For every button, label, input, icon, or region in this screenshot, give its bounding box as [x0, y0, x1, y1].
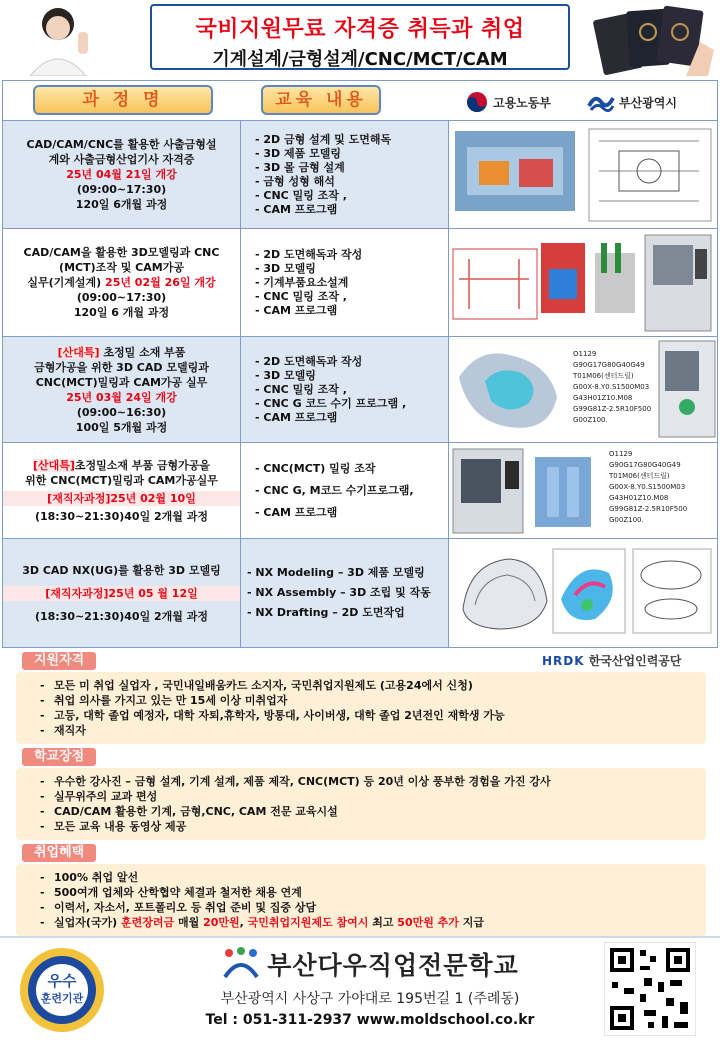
info-sections: [2, 650, 718, 936]
table-row: [3, 337, 717, 443]
course-duration: 120일 6 개월 과정: [73, 306, 170, 319]
course-content-cell: [241, 121, 449, 228]
content-item: - CNC G, M코드 수기프로그램,: [255, 483, 414, 497]
content-item: - 금형 성형 해석: [255, 174, 335, 188]
content-item: - 2D 도면해독과 작성: [255, 354, 363, 368]
list-item: - 재직자: [40, 723, 706, 738]
content-item: - 3D 제품 모델링: [255, 146, 341, 160]
content-item: - 3D 모델링: [255, 261, 316, 275]
course-content-cell: [241, 443, 449, 538]
footer: [0, 936, 720, 1040]
cam-part-image: [449, 337, 717, 442]
course-name-cell: [3, 121, 241, 228]
table-row: [3, 443, 717, 539]
course-table: [2, 80, 718, 648]
content-item: - CAM 프로그램: [255, 505, 338, 519]
list-item: - 고등, 대학 졸업 예정자, 대학 자퇴,휴학자, 방통대, 사이버생, 대학 졸업 2년전인 재학생 가능: [40, 708, 706, 723]
course-title-line: 위한 CNC(MCT)밀링과 CAM가공실무: [25, 473, 218, 487]
list-item: - 이력서, 자소서, 포트폴리오 등 취업 준비 및 집중 상담: [40, 900, 706, 915]
badge-text-top: 우수: [47, 972, 77, 990]
course-title-line: (MCT)조작 및 CAM가공: [59, 261, 184, 274]
nx-model-image: [449, 539, 717, 647]
table-row: [3, 229, 717, 337]
content-item: - CAM 프로그램: [255, 410, 338, 424]
course-time: (09:00~17:30): [76, 183, 167, 196]
course-tag: [산대특]: [32, 458, 75, 472]
list-item: - 실업자(국가) 훈련장려금 매월 20만원, 국민취업지원제도 참여시 최고 50만원 추가 지급: [40, 915, 706, 930]
page-title: 국비지원무료 자격증 취득과 취업: [195, 17, 525, 42]
course-title-line: 3D CAD NX(UG)를 활용한 3D 모델링: [22, 563, 221, 577]
course-title-line: CNC(MCT)밀링과 CAM가공 실무: [35, 375, 208, 389]
content-item: - CNC G 코드 수기 프로그램 ,: [255, 396, 407, 410]
content-item: - NX Assembly – 3D 조립 및 작동: [247, 586, 431, 599]
school-logo-icon: [221, 947, 261, 981]
qr-code-icon[interactable]: [604, 942, 696, 1036]
course-time: (09:00~16:30): [76, 405, 167, 419]
title-box: [150, 4, 570, 70]
course-title-line: CAD/CAM/CNC를 활용한 사출금형설: [26, 138, 217, 151]
support-box: [16, 672, 706, 744]
busan-wave-icon: [587, 90, 615, 114]
school-name: 부산다우직업전문학교: [267, 951, 519, 980]
list-item: - 실무위주의 교과 편성: [40, 789, 706, 804]
gcode-text: O1129 G90G17G80G40G49 T01M06(센터드릴) G00X-8.Y0.S1500M03 G43H01Z10.M08 G99G81Z-2.5R10F500 G00Z100.: [609, 450, 688, 524]
course-time: (18:30~21:30)40일 2개월 과정: [34, 509, 209, 523]
benefits-box: [16, 864, 706, 936]
course-name-cell: [3, 337, 241, 442]
content-item: - 2D 금형 설계 및 도면해독: [255, 132, 392, 146]
content-item: - CNC 밀링 조작 ,: [255, 289, 347, 303]
content-item: - CNC 밀링 조작 ,: [255, 188, 347, 202]
table-header: [3, 81, 717, 121]
table-row: [3, 121, 717, 229]
ministry-label: 고용노동부: [493, 95, 551, 110]
cnc-machine-image: [449, 229, 717, 336]
course-duration: 100일 5개월 과정: [75, 420, 168, 434]
passports-icon: [590, 2, 718, 76]
section-title-benefits: 취업혜택: [22, 844, 96, 862]
course-name-cell: [3, 539, 241, 647]
section-title-support: 지원자격: [22, 652, 96, 670]
course-content-cell: [241, 229, 449, 336]
content-item: - 기계부품요소설계: [255, 275, 349, 289]
course-start-date: 25년 03월 24일 개강: [66, 390, 177, 404]
content-item: - CNC 밀링 조작 ,: [255, 382, 347, 396]
hrdk-logo: HRDK 한국산업인력공단: [542, 654, 682, 668]
course-start-date: 25년 02월 26일 개강: [105, 276, 216, 289]
list-item: - 100% 취업 알선: [40, 870, 706, 885]
content-item: - 3D 몰 금형 설계: [255, 160, 345, 174]
content-item: - CAM 프로그램: [255, 303, 338, 317]
page-subtitle: 기계설계/금형설계/CNC/MCT/CAM: [212, 49, 508, 70]
list-item: - 모든 미 취업 실업자 , 국민내일배움카드 소지자, 국민취업지원제도 (고용24에서 신청): [40, 678, 706, 693]
course-content-cell: [241, 539, 449, 647]
busan-label: 부산광역시: [619, 95, 677, 110]
mold-design-image: [449, 121, 717, 228]
course-content-cell: [241, 337, 449, 442]
school-info: [180, 946, 560, 1028]
column-header-content: 교육 내용: [261, 85, 381, 115]
person-photo-icon: [8, 2, 108, 76]
mct-machine-image: [449, 443, 717, 538]
list-item: - 500여개 업체와 산학협약 체결과 철저한 채용 연계: [40, 885, 706, 900]
content-item: - CNC(MCT) 밀링 조작: [255, 461, 376, 475]
course-time: (09:00~17:30): [76, 291, 167, 304]
ministry-logo: [465, 89, 551, 115]
course-title-line: [산대특] 초정밀 소재 부품: [57, 345, 186, 359]
course-start-date: [재직자과정]25년 02월 10일: [3, 491, 240, 506]
sponsor-logos: [463, 83, 715, 119]
course-name-cell: [3, 443, 241, 538]
course-start-date: 25년 04월 21일 개강: [66, 168, 177, 181]
content-item: - 2D 도면해독과 작성: [255, 247, 363, 261]
course-tag: [산대특]: [57, 345, 100, 359]
course-title-line: 실무(기계설계) 25년 02월 26일 개강: [27, 276, 216, 289]
section-title-strengths: 학교장점: [22, 748, 96, 766]
course-title-line: 계와 사출금형산업기사 자격증: [48, 153, 195, 166]
course-title-line: [산대특]초정밀소재 부품 금형가공을: [32, 458, 211, 472]
excellent-training-badge: [18, 946, 106, 1034]
header: [0, 0, 720, 78]
badge-text-bottom: 훈련기관: [40, 992, 84, 1005]
content-item: - NX Modeling – 3D 제품 모델링: [247, 566, 425, 579]
content-item: - CAM 프로그램: [255, 202, 338, 216]
content-item: - 3D 모델링: [255, 368, 316, 382]
content-item: - NX Drafting – 2D 도면작업: [247, 606, 405, 619]
course-time: (18:30~21:30)40일 2개월 과정: [34, 609, 209, 623]
table-row: [3, 539, 717, 647]
course-start-date: [재직자과정]25년 05 월 12일: [3, 586, 240, 601]
gcode-text: O1129 G90G17G80G40G49 T01M06(센터드릴) G00X-8.Y0.S1500M03 G43H01Z10.M08 G99G81Z-2.5R10F500 G00Z100.: [573, 350, 652, 424]
course-duration: 120일 6개월 과정: [75, 198, 168, 211]
strengths-box: [16, 768, 706, 840]
list-item: - CAD/CAM 활용한 기계, 금형,CNC, CAM 전문 교육시설: [40, 804, 706, 819]
list-item: - 모든 교육 내용 동영상 제공: [40, 819, 706, 834]
course-title-line: 금형가공을 위한 3D CAD 모델링과: [34, 360, 209, 374]
list-item: - 취업 의사를 가지고 있는 만 15세 이상 미취업자: [40, 693, 706, 708]
course-title-line: CAD/CAM을 활용한 3D모델링과 CNC: [23, 246, 220, 259]
busan-logo: [587, 89, 677, 115]
column-header-course: 과 정 명: [33, 85, 213, 115]
school-contact[interactable]: Tel : 051-311-2937 www.moldschool.co.kr: [205, 1012, 535, 1028]
list-item: - 우수한 강사진 – 금형 설계, 기계 설계, 제품 제작, CNC(MCT) 등 20년 이상 풍부한 경험을 가진 강사: [40, 774, 706, 789]
school-address: 부산광역시 사상구 가야대로 195번길 1 (주례동): [220, 991, 520, 1007]
course-name-cell: [3, 229, 241, 336]
taegeuk-icon: [465, 90, 489, 114]
